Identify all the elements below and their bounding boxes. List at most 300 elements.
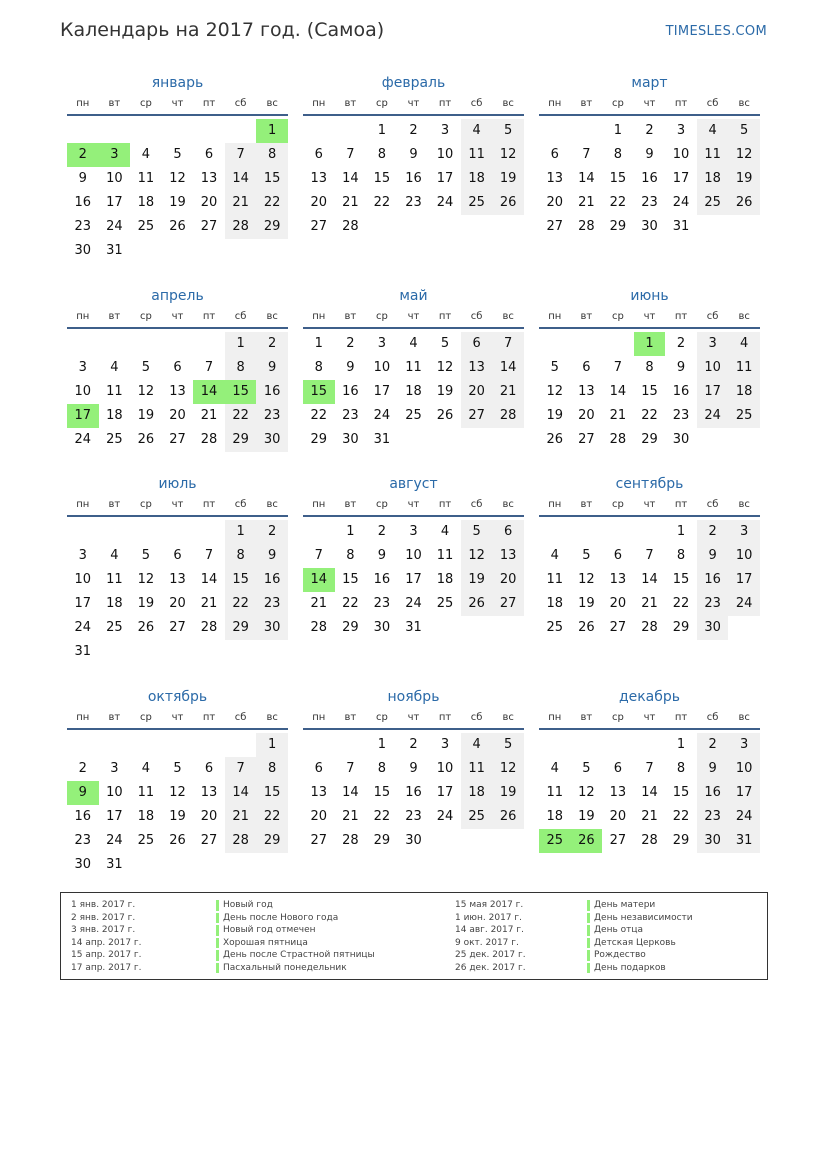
holiday-date: 17 апр. 2017 г. <box>71 962 142 973</box>
header-divider <box>303 515 524 517</box>
calendar-day: 11 <box>461 757 493 781</box>
calendar-day: 23 <box>373 596 391 611</box>
calendar-day: 11 <box>405 360 422 375</box>
calendar-day: 7 <box>645 761 654 776</box>
calendar-day: 4 <box>550 761 559 776</box>
calendar-day: 23 <box>672 408 690 423</box>
weekday-label: пн <box>312 311 326 322</box>
calendar-day: 22 <box>342 596 359 611</box>
calendar-day: 27 <box>169 432 186 447</box>
weekday-label: чт <box>171 311 184 322</box>
calendar-day: 12 <box>578 572 595 587</box>
weekday-label: чт <box>171 712 184 723</box>
calendar-day: 24 <box>405 596 422 611</box>
weekday-label: пт <box>674 98 688 109</box>
site-link[interactable]: TIMESLES.COM <box>665 24 767 39</box>
calendar-day: 26 <box>169 833 186 848</box>
holiday-name: Хорошая пятница <box>216 937 308 950</box>
calendar-day: 26 <box>137 620 155 635</box>
calendar-day: 14 <box>225 167 257 191</box>
calendar-day: 25 <box>137 219 155 234</box>
calendar-day: 31 <box>373 432 391 447</box>
calendar-day: 29 <box>641 432 658 447</box>
holiday-day: 15 <box>225 380 257 404</box>
calendar-day: 22 <box>672 809 690 824</box>
calendar-day: 22 <box>225 404 257 428</box>
calendar-day: 24 <box>436 195 454 210</box>
calendar-day: 5 <box>141 548 151 563</box>
calendar-day: 30 <box>405 833 422 848</box>
calendar-day: 18 <box>436 572 454 587</box>
weekday-label: сб <box>234 98 247 109</box>
calendar-day: 10 <box>74 384 92 399</box>
calendar-day: 19 <box>728 167 760 191</box>
calendar-day: 9 <box>697 757 729 781</box>
calendar-day: 20 <box>609 809 627 824</box>
calendar-day: 1 <box>225 332 257 356</box>
calendar-day: 22 <box>641 408 658 423</box>
calendar-day: 25 <box>461 805 493 829</box>
calendar-day: 24 <box>697 404 729 428</box>
weekday-label: пн <box>548 311 562 322</box>
holiday-date: 2 янв. 2017 г. <box>71 912 136 923</box>
calendar-day: 14 <box>225 781 257 805</box>
calendar-day: 12 <box>169 171 186 186</box>
calendar-day: 3 <box>440 123 450 138</box>
calendar-day: 10 <box>74 572 92 587</box>
calendar-day: 11 <box>436 548 454 563</box>
calendar-day: 14 <box>641 785 658 800</box>
calendar-day: 24 <box>672 195 690 210</box>
weekday-label: вс <box>266 712 278 723</box>
calendar-day: 5 <box>550 360 559 375</box>
holiday-name: День матери <box>587 899 655 912</box>
calendar-day: 9 <box>697 544 729 568</box>
calendar-day: 4 <box>409 336 418 351</box>
calendar-day: 19 <box>492 167 524 191</box>
calendar-day: 3 <box>110 761 119 776</box>
holiday-name: Детская Церковь <box>587 937 676 950</box>
calendar-day: 22 <box>672 596 690 611</box>
calendar-day: 29 <box>609 219 627 234</box>
calendar-day: 5 <box>582 761 591 776</box>
calendar-day: 20 <box>310 809 328 824</box>
calendar-day: 18 <box>546 596 564 611</box>
calendar-day: 3 <box>728 520 760 544</box>
calendar-day: 10 <box>697 356 729 380</box>
calendar-day: 7 <box>314 548 323 563</box>
calendar-day: 27 <box>609 833 627 848</box>
calendar-day: 15 <box>672 572 690 587</box>
calendar-day: 7 <box>645 548 654 563</box>
calendar-day: 20 <box>609 596 627 611</box>
calendar-day: 18 <box>546 809 564 824</box>
calendar-day: 11 <box>106 384 123 399</box>
calendar-day: 15 <box>641 384 658 399</box>
calendar-day: 8 <box>377 761 387 776</box>
holiday-name: День независимости <box>587 912 693 925</box>
calendar-day: 19 <box>578 596 595 611</box>
calendar-day: 21 <box>641 809 658 824</box>
calendar-day: 10 <box>106 171 123 186</box>
calendar-day: 15 <box>256 781 288 805</box>
calendar-day: 15 <box>609 171 627 186</box>
header-divider <box>539 114 760 116</box>
calendar-day: 4 <box>440 524 450 539</box>
calendar-day: 28 <box>641 833 658 848</box>
calendar-day: 24 <box>74 432 92 447</box>
calendar-day: 29 <box>310 432 328 447</box>
weekday-label: ср <box>375 98 388 109</box>
calendar-day: 13 <box>200 171 218 186</box>
calendar-day: 21 <box>641 596 658 611</box>
holiday-name: День после Страстной пятницы <box>216 949 375 962</box>
calendar-day: 23 <box>405 809 422 824</box>
calendar-day: 18 <box>728 380 760 404</box>
calendar-day: 17 <box>436 171 454 186</box>
calendar-day: 4 <box>728 332 760 356</box>
calendar-day: 15 <box>342 572 359 587</box>
calendar-day: 12 <box>492 143 524 167</box>
calendar-day: 8 <box>225 544 257 568</box>
calendar-day: 20 <box>578 408 595 423</box>
holiday-date: 26 дек. 2017 г. <box>455 962 526 973</box>
weekday-label: сб <box>234 712 247 723</box>
calendar-day: 13 <box>546 171 564 186</box>
calendar-day: 19 <box>137 596 155 611</box>
month-name: декабрь <box>618 689 681 705</box>
calendar-day: 14 <box>641 572 658 587</box>
weekday-label: пн <box>312 499 326 510</box>
calendar-day: 30 <box>697 616 729 640</box>
calendar-day: 29 <box>672 620 690 635</box>
calendar-day: 10 <box>106 785 123 800</box>
calendar-day: 14 <box>342 171 359 186</box>
calendar-day: 10 <box>672 147 690 162</box>
calendar-day: 17 <box>697 380 729 404</box>
holiday-day: 25 <box>539 829 571 853</box>
calendar-day: 1 <box>314 336 323 351</box>
weekday-label: вт <box>580 98 593 109</box>
calendar-day: 22 <box>225 592 257 616</box>
calendar-day: 11 <box>546 785 564 800</box>
calendar-day: 20 <box>492 568 524 592</box>
calendar-day: 26 <box>492 191 524 215</box>
calendar-day: 31 <box>672 219 690 234</box>
weekday-label: пт <box>438 98 452 109</box>
calendar-day: 19 <box>492 781 524 805</box>
weekday-label: ср <box>139 98 152 109</box>
calendar-day: 30 <box>256 616 288 640</box>
calendar-day: 17 <box>672 171 690 186</box>
calendar-day: 7 <box>204 548 214 563</box>
calendar-day: 13 <box>578 384 595 399</box>
holiday-day: 17 <box>67 404 99 428</box>
calendar-day: 9 <box>346 360 355 375</box>
calendar-day: 20 <box>310 195 328 210</box>
calendar-day: 8 <box>676 761 686 776</box>
weekday-label: чт <box>643 712 656 723</box>
calendar-day: 26 <box>546 432 564 447</box>
calendar-day: 2 <box>676 336 686 351</box>
calendar-day: 26 <box>728 191 760 215</box>
month-name: май <box>399 288 428 304</box>
calendar-day: 26 <box>461 592 493 616</box>
holiday-date: 14 апр. 2017 г. <box>71 937 142 948</box>
weekday-label: вс <box>738 311 750 322</box>
calendar-day: 26 <box>137 432 155 447</box>
month-name: сентябрь <box>615 476 684 492</box>
calendar-day: 15 <box>256 167 288 191</box>
calendar-day: 21 <box>578 195 595 210</box>
calendar-day: 5 <box>492 733 524 757</box>
calendar-day: 28 <box>342 219 359 234</box>
header-divider <box>67 327 288 329</box>
calendar-day: 19 <box>578 809 595 824</box>
calendar-day: 9 <box>78 171 87 186</box>
calendar-day: 2 <box>645 123 654 138</box>
weekday-label: пт <box>202 311 216 322</box>
weekday-label: пт <box>202 98 216 109</box>
calendar-day: 20 <box>461 380 493 404</box>
weekday-label: пт <box>438 311 452 322</box>
weekday-label: пт <box>438 712 452 723</box>
calendar-day: 2 <box>346 336 355 351</box>
weekday-label: вс <box>266 98 278 109</box>
weekday-label: чт <box>407 499 420 510</box>
calendar-day: 22 <box>609 195 627 210</box>
calendar-day: 28 <box>578 219 595 234</box>
weekday-label: сб <box>470 499 483 510</box>
calendar-day: 16 <box>342 384 359 399</box>
calendar-day: 4 <box>461 733 493 757</box>
header-divider <box>303 728 524 730</box>
calendar-day: 12 <box>546 384 564 399</box>
calendar-day: 25 <box>137 833 155 848</box>
calendar-day: 1 <box>613 123 623 138</box>
calendar-day: 28 <box>225 215 257 239</box>
weekday-label: пт <box>202 499 216 510</box>
weekday-label: чт <box>171 98 184 109</box>
holiday-name: Рождество <box>587 949 646 962</box>
calendar-day: 25 <box>106 620 123 635</box>
calendar-day: 9 <box>676 360 686 375</box>
calendar-day: 30 <box>697 829 729 853</box>
calendar-day: 11 <box>137 171 155 186</box>
calendar-day: 10 <box>436 761 454 776</box>
weekday-label: пт <box>674 311 688 322</box>
weekday-label: пн <box>548 499 562 510</box>
weekday-label: ср <box>139 499 152 510</box>
weekday-label: пт <box>438 499 452 510</box>
weekday-label: вс <box>738 98 750 109</box>
calendar-day: 6 <box>492 520 524 544</box>
weekday-label: вт <box>108 712 121 723</box>
calendar-day: 16 <box>256 568 288 592</box>
calendar-day: 18 <box>137 809 155 824</box>
calendar-day: 19 <box>436 384 454 399</box>
calendar-day: 22 <box>256 805 288 829</box>
calendar-day: 28 <box>609 432 627 447</box>
calendar-day: 17 <box>106 195 123 210</box>
calendar-day: 27 <box>310 833 328 848</box>
calendar-day: 21 <box>225 191 257 215</box>
calendar-day: 1 <box>676 524 686 539</box>
calendar-day: 6 <box>173 548 182 563</box>
calendar-day: 12 <box>169 785 186 800</box>
calendar-day: 5 <box>728 119 760 143</box>
weekday-label: вс <box>738 712 750 723</box>
calendar-day: 11 <box>106 572 123 587</box>
header-divider <box>67 515 288 517</box>
calendar-day: 2 <box>78 761 87 776</box>
calendar-day: 13 <box>310 171 328 186</box>
calendar-day: 29 <box>225 428 257 452</box>
weekday-label: сб <box>234 311 247 322</box>
calendar-day: 30 <box>373 620 391 635</box>
calendar-day: 31 <box>106 243 123 258</box>
calendar-day: 11 <box>697 143 729 167</box>
calendar-day: 9 <box>256 356 288 380</box>
calendar-day: 22 <box>373 809 391 824</box>
calendar-day: 11 <box>546 572 564 587</box>
calendar-day: 23 <box>342 408 359 423</box>
calendar-day: 10 <box>728 544 760 568</box>
weekday-label: ср <box>375 311 388 322</box>
weekday-label: пн <box>76 311 90 322</box>
calendar-day: 29 <box>256 829 288 853</box>
header-divider <box>539 327 760 329</box>
weekday-label: ср <box>611 311 624 322</box>
calendar-day: 11 <box>461 143 493 167</box>
calendar-day: 24 <box>728 805 760 829</box>
calendar-day: 18 <box>461 781 493 805</box>
calendar-day: 20 <box>546 195 564 210</box>
weekday-label: сб <box>706 712 719 723</box>
calendar-day: 25 <box>405 408 422 423</box>
calendar-day: 30 <box>342 432 359 447</box>
month-name: август <box>389 476 438 492</box>
weekday-label: пн <box>548 712 562 723</box>
calendar-day: 23 <box>697 592 729 616</box>
calendar-day: 8 <box>256 143 288 167</box>
calendar-day: 2 <box>409 737 418 752</box>
calendar-day: 18 <box>106 596 123 611</box>
weekday-label: сб <box>470 311 483 322</box>
month-name: октябрь <box>147 689 208 705</box>
holiday-name: Новый год <box>216 899 273 912</box>
calendar-day: 26 <box>436 408 454 423</box>
calendar-day: 15 <box>373 785 391 800</box>
header-divider <box>67 728 288 730</box>
calendar-day: 30 <box>74 857 92 872</box>
calendar-day: 3 <box>78 360 87 375</box>
holiday-day: 14 <box>303 568 335 592</box>
calendar-day: 31 <box>106 857 123 872</box>
calendar-day: 21 <box>225 805 257 829</box>
calendar-day: 10 <box>436 147 454 162</box>
holiday-name: Новый год отмечен <box>216 924 316 937</box>
header-divider <box>303 114 524 116</box>
weekday-label: ср <box>611 499 624 510</box>
calendar-day: 27 <box>609 620 627 635</box>
calendar-day: 7 <box>346 761 355 776</box>
calendar-day: 16 <box>697 781 729 805</box>
weekday-label: чт <box>643 499 656 510</box>
header-divider <box>67 114 288 116</box>
calendar-day: 22 <box>310 408 328 423</box>
calendar-day: 5 <box>461 520 493 544</box>
weekday-label: сб <box>470 712 483 723</box>
month-name: февраль <box>381 75 446 91</box>
calendar-day: 9 <box>645 147 654 162</box>
calendar-day: 17 <box>106 809 123 824</box>
calendar-day: 24 <box>436 809 454 824</box>
calendar-day: 6 <box>204 761 214 776</box>
weekday-label: пн <box>312 98 326 109</box>
weekday-label: сб <box>706 499 719 510</box>
calendar-day: 1 <box>377 737 387 752</box>
calendar-day: 6 <box>204 147 214 162</box>
calendar-day: 23 <box>697 805 729 829</box>
calendar-day: 17 <box>373 384 391 399</box>
calendar-day: 2 <box>697 520 729 544</box>
weekday-label: вт <box>344 98 357 109</box>
calendar-day: 13 <box>169 384 186 399</box>
weekday-label: вт <box>580 712 593 723</box>
calendar-day: 18 <box>106 408 123 423</box>
calendar-day: 6 <box>461 332 493 356</box>
calendar-day: 16 <box>405 785 422 800</box>
holiday-name: Пасхальный понедельник <box>216 962 347 975</box>
calendar-day: 18 <box>405 384 422 399</box>
calendar-day: 7 <box>346 147 355 162</box>
calendar-day: 8 <box>256 757 288 781</box>
weekday-label: вс <box>502 98 514 109</box>
calendar-day: 13 <box>609 785 627 800</box>
calendar-day: 31 <box>74 644 92 659</box>
weekday-label: вс <box>266 311 278 322</box>
holiday-date: 9 окт. 2017 г. <box>455 937 519 948</box>
calendar-day: 24 <box>74 620 92 635</box>
month-name: январь <box>151 75 204 91</box>
calendar-day: 28 <box>641 620 658 635</box>
calendar-day: 18 <box>461 167 493 191</box>
weekday-label: пн <box>76 499 90 510</box>
calendar-day: 27 <box>578 432 595 447</box>
calendar-day: 2 <box>409 123 418 138</box>
calendar-day: 11 <box>137 785 155 800</box>
holiday-name: День после Нового года <box>216 912 338 925</box>
calendar-day: 4 <box>550 548 559 563</box>
calendar-day: 5 <box>492 119 524 143</box>
calendar-day: 26 <box>492 805 524 829</box>
calendar-day: 9 <box>409 147 418 162</box>
calendar-day: 28 <box>342 833 359 848</box>
calendar-day: 30 <box>641 219 658 234</box>
calendar-day: 21 <box>200 596 218 611</box>
weekday-label: ср <box>611 98 624 109</box>
calendar-day: 3 <box>676 123 686 138</box>
weekday-label: вт <box>580 311 593 322</box>
calendar-day: 10 <box>728 757 760 781</box>
calendar-day: 12 <box>137 384 155 399</box>
calendar-day: 24 <box>373 408 391 423</box>
calendar-day: 6 <box>173 360 182 375</box>
calendar-day: 1 <box>225 520 257 544</box>
calendar-day: 23 <box>256 592 288 616</box>
calendar-day: 3 <box>440 737 450 752</box>
